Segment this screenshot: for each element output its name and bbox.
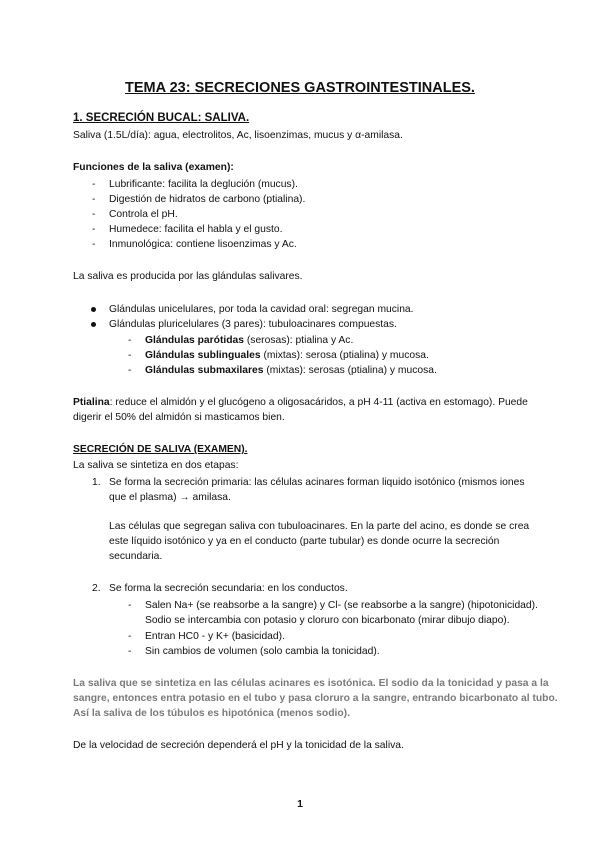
summary-line: sangre, entonces entra potasio en el tubo y pasa cloruro a la sangre, entrando bicarbonato al tubo.	[73, 693, 558, 704]
bullet-icon	[91, 318, 96, 331]
step2-item: Sin cambios de volumen (solo cambia la tonicidad).	[145, 646, 380, 657]
funcion-item: Humedece: facilita el habla y el gusto.	[109, 224, 283, 235]
glandula-name: Glándulas submaxilares	[145, 365, 264, 376]
list-marker: -	[128, 365, 132, 376]
ptialina-line	[73, 396, 528, 409]
funcion-item: Controla el pH.	[109, 209, 178, 220]
list-marker: -	[128, 646, 132, 657]
glandula-desc: (mixtas): serosas (ptialina) y mucosa.	[263, 365, 437, 376]
step1-paragraph: Las células que segregan saliva con tubuloacinares. En la parte del acino, es donde se crea	[109, 521, 530, 532]
list-marker: -	[128, 600, 132, 611]
glandula-sub-item	[145, 364, 437, 377]
secrecion-intro: La saliva se sintetiza en dos etapas:	[73, 460, 239, 471]
step2-item: Salen Na+ (se reabsorbe a la sangre) y Cl- (se reabsorbe a la sangre) (hipotonicidad).	[145, 600, 538, 611]
glandula-desc: (mixtas): serosa (ptialina) y mucosa.	[260, 350, 429, 361]
list-marker: -	[92, 194, 96, 205]
step-number: 1.	[92, 477, 101, 488]
summary-line: La saliva que se sintetiza en las células acinares es isotónica. El sodio da la tonicidad y pasa a la	[73, 678, 549, 689]
step1-line1: Se forma la secreción primaria: las células acinares forman liquido isotónico (mismos iones	[109, 477, 525, 488]
ptialina-text: : reduce el almidón y el glucógeno a oligosacáridos, a pH 4-11 (activa en estomago). Puede	[109, 397, 528, 408]
funcion-item: Digestión de hidratos de carbono (ptialina).	[109, 194, 306, 205]
step1-paragraph: secundaria.	[109, 551, 163, 562]
glandula-sub-item	[145, 349, 429, 362]
bullet-icon	[91, 303, 96, 316]
document-title: TEMA 23: SECRECIONES GASTROINTESTINALES.	[125, 80, 475, 96]
funcion-item: Inmunológica: contiene lisoenzimas y Ac.	[109, 239, 297, 250]
glandulas-intro: La saliva es producida por las glándulas salivares.	[73, 271, 303, 282]
closing-line: De la velocidad de secreción dependerá el pH y la tonicidad de la saliva.	[73, 740, 404, 751]
step1-paragraph: este líquido isotónico y ya en el conducto (parte tubular) es donde ocurre la secreción	[109, 536, 500, 547]
funcion-item: Lubrificante: facilita la deglución (mucus).	[109, 179, 298, 190]
step2-item-cont: Sodio se intercambia con potasio y cloruro con bicarbonato (mirar dibujo diapo).	[145, 615, 510, 626]
list-marker: -	[92, 224, 96, 235]
step2-item: Entran HC0 - y K+ (basicidad).	[145, 631, 285, 642]
step1-line2: que el plasma) → amilasa.	[109, 492, 231, 503]
glandula-name: Glándulas parótidas	[145, 335, 244, 346]
glandula-desc: (serosas): ptialina y Ac.	[244, 335, 354, 346]
funciones-heading: Funciones de la saliva (examen):	[73, 162, 234, 173]
glandula-name: Glándulas sublinguales	[145, 350, 261, 361]
list-marker: -	[92, 179, 96, 190]
list-marker: -	[128, 350, 132, 361]
glandula-sub-item	[145, 334, 353, 347]
step2-line: Se forma la secreción secundaria: en los conductos.	[109, 583, 348, 594]
ptialina-label: Ptialina	[73, 397, 110, 408]
list-marker: -	[92, 209, 96, 220]
glandula-item: Glándulas pluricelulares (3 pares): tubuloacinares compuestas.	[109, 319, 397, 330]
section-heading: 1. SECRECIÓN BUCAL: SALIVA.	[73, 112, 250, 124]
list-marker: -	[128, 631, 132, 642]
ptialina-line2: digerir el 50% del almidón si masticamos bien.	[73, 412, 285, 423]
summary-line: Así la saliva de los túbulos es hipotónica (menos sodio).	[73, 708, 350, 719]
list-marker: -	[128, 335, 132, 346]
saliva-intro: Saliva (1.5L/día): agua, electrolitos, Ac, lisoenzimas, mucus y α-amilasa.	[73, 130, 403, 141]
step-number: 2.	[92, 583, 101, 594]
glandula-item: Glándulas unicelulares, por toda la cavidad oral: segregan mucina.	[109, 304, 414, 315]
page-number: 1	[297, 798, 303, 810]
list-marker: -	[92, 239, 96, 250]
secrecion-heading: SECRECIÓN DE SALIVA (EXAMEN).	[73, 444, 248, 455]
